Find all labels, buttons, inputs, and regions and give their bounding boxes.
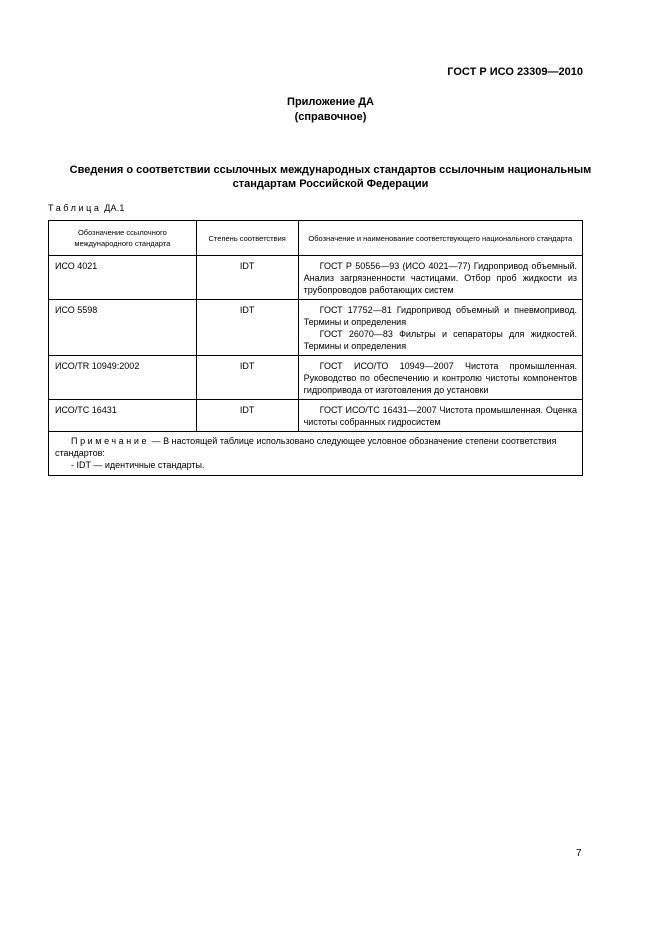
note-text-block [55, 435, 576, 459]
note-label: Примечание [71, 436, 150, 446]
table-row [49, 400, 583, 432]
table-row [49, 300, 583, 356]
national-standard: ГОСТ 17752—81 Гидропривод объемный и пневмопривод. Термины и определения [303, 305, 577, 327]
annex-subtitle: (справочное) [294, 111, 367, 123]
national-standard: ГОСТ Р 50556—93 (ИСО 4021—77) Гидропривод объемный. Анализ загрязненности частицами. Отбор проб жидкости из трубопроводов работающих систем [303, 261, 577, 295]
page-title: Сведения о соответствии ссылочных международных стандартов ссылочным национальным стандартам Российской Федерации [69, 164, 592, 190]
cell-international: ИСО/ТС 16431 [49, 400, 197, 432]
cell-international: ИСО/TR 10949:2002 [49, 356, 197, 400]
cell-degree: IDT [196, 356, 298, 400]
national-standard: ГОСТ 26070—83 Фильтры и сепараторы для жидкостей. Термины и определения [303, 329, 577, 351]
table-caption [48, 203, 125, 213]
header-international: Обозначение ссылочного международного стандарта [49, 221, 197, 256]
cell-national [298, 356, 582, 400]
national-standard: ГОСТ ИСО/ТО 10949—2007 Чистота промышленная. Руководство по обеспечению и контролю чистоты компонентов гидропривода от изготовления до установки [303, 361, 577, 395]
table-header-row [49, 221, 583, 256]
cell-national [298, 300, 582, 356]
page-number: 7 [576, 848, 582, 859]
table-row [49, 256, 583, 300]
header-degree: Степень соответствия [196, 221, 298, 256]
cell-international: ИСО 5598 [49, 300, 197, 356]
table-caption-word: Таблица [48, 203, 102, 213]
document-id: ГОСТ Р ИСО 23309—2010 [447, 66, 583, 78]
cell-degree: IDT [196, 300, 298, 356]
annex-title: Приложение ДА [287, 96, 374, 108]
cell-degree: IDT [196, 400, 298, 432]
cell-national [298, 400, 582, 432]
national-standard: ГОСТ ИСО/ТС 16431—2007 Чистота промышленная. Оценка чистоты собранных гидросистем [303, 405, 577, 427]
cell-national [298, 256, 582, 300]
header-national: Обозначение и наименование соответствующего национального стандарта [298, 221, 582, 256]
annex-heading [0, 95, 661, 125]
note-text: — В настоящей таблице использовано следующее условное обозначение степени соответствия стандартов: [55, 436, 557, 458]
cell-degree: IDT [196, 256, 298, 300]
cell-international: ИСО 4021 [49, 256, 197, 300]
table-row [49, 356, 583, 400]
correspondence-table [48, 220, 583, 476]
table-note [49, 432, 583, 476]
note-item: - IDT — идентичные стандарты. [71, 460, 205, 470]
table-caption-number: ДА.1 [104, 203, 125, 213]
table-note-row [49, 432, 583, 476]
